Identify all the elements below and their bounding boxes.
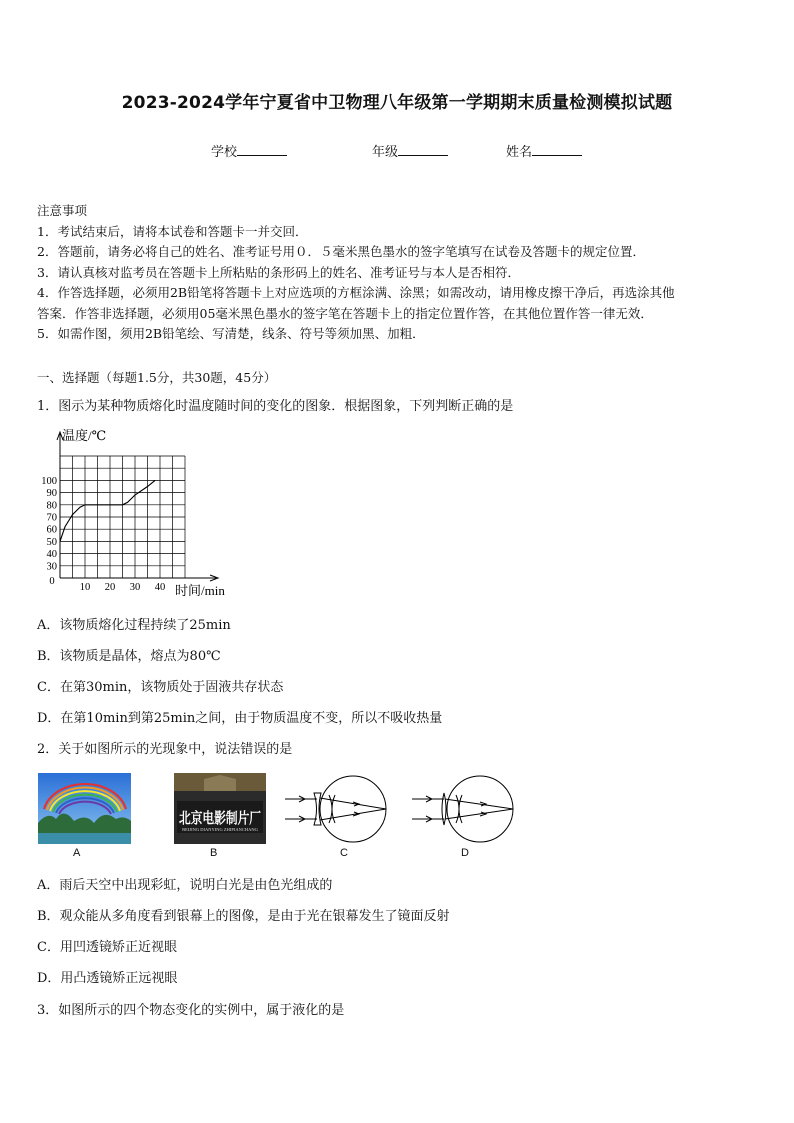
temperature-curve — [60, 480, 155, 541]
q2-option-b[interactable]: B．观众能从多角度看到银幕上的图像，是由于光在银幕发生了镜面反射 — [37, 909, 450, 924]
notice-heading: 注意事项 — [37, 203, 88, 218]
rainbow-image — [38, 773, 131, 844]
question-1-stem: 1．图示为某种物质熔化时温度随时间的变化的图象．根据图象，下列判断正确的是 — [37, 399, 514, 414]
melting-graph — [38, 424, 238, 599]
q1-option-d[interactable]: D．在第10min到第25min之间，由于物质温度不变，所以不吸收热量 — [37, 711, 443, 726]
q2-option-a[interactable]: A．雨后天空中出现彩虹，说明白光是由色光组成的 — [37, 878, 333, 893]
school-blank — [237, 143, 287, 156]
x-tick-label: 0 — [49, 576, 55, 587]
question-3-stem: 3．如图所示的四个物态变化的实例中，属于液化的是 — [37, 1003, 345, 1018]
x-tick-label: 10 — [79, 582, 91, 593]
y-tick-label: 30 — [46, 561, 57, 573]
question-2-stem: 2．关于如图所示的光现象中，说法错误的是 — [37, 742, 293, 757]
notice-item: 5．如需作图，须用2B铅笔绘、写清楚，线条、符号等须加黑、加粗． — [37, 326, 425, 341]
q1-option-c[interactable]: C．在第30min，该物质处于固液共存状态 — [37, 680, 284, 695]
myopia-correction-diagram — [283, 771, 393, 847]
notice-item: 3．请认真核对监考员在答题卡上所粘贴的条形码上的姓名、准考证号与本人是否相符． — [37, 264, 520, 280]
chart-grid — [60, 456, 185, 578]
school-label: 学校 — [211, 145, 238, 160]
q2-option-d[interactable]: D．用凸透镜矫正远视眼 — [37, 971, 178, 986]
figure-label-a: A — [73, 847, 81, 859]
name-label: 姓名 — [506, 145, 533, 160]
notice-section — [37, 201, 675, 345]
hyperopia-correction-diagram — [410, 771, 520, 847]
y-tick-label: 50 — [46, 536, 57, 548]
y-axis-label: 温度/℃ — [62, 428, 107, 443]
y-tick-label: 80 — [46, 500, 57, 512]
x-tick-label: 30 — [129, 582, 141, 593]
name-field — [506, 141, 582, 160]
page-title: 2023-2024学年宁夏省中卫物理八年级第一学期期末质量检测模拟试题 — [121, 93, 673, 113]
grade-blank — [398, 143, 448, 156]
grade-label: 年级 — [372, 145, 399, 160]
figure-label-c: C — [340, 847, 348, 859]
notice-item: 答案．作答非选择题，必须用05毫米黑色墨水的签字笔在答题卡上的指定位置作答，在其他位置作答一律无效． — [37, 305, 653, 321]
x-axis-label: 时间/min — [175, 583, 225, 598]
y-tick-label: 90 — [46, 488, 57, 500]
y-tick-label: 70 — [46, 512, 57, 524]
y-tick-label: 60 — [46, 524, 57, 536]
x-tick-label: 20 — [104, 582, 116, 593]
q2-option-c[interactable]: C．用凹透镜矫正近视眼 — [37, 940, 177, 955]
figure-label-b: B — [210, 847, 218, 859]
sign-subtext: BEIJING DIANYING ZHIPIANCHANG — [182, 827, 258, 832]
y-tick-label: 100 — [41, 475, 57, 487]
sign-text: 北京电影制片厂 — [179, 811, 285, 827]
x-tick-label: 40 — [154, 582, 166, 593]
name-blank — [532, 143, 582, 156]
q1-option-a[interactable]: A．该物质熔化过程持续了25min — [37, 618, 231, 633]
section-heading: 一、选择题（每题1.5分，共30题，45分） — [37, 370, 277, 385]
grade-field — [372, 141, 448, 160]
notice-item: 1．考试结束后，请将本试卷和答题卡一并交回． — [37, 223, 308, 239]
figure-label-d: D — [461, 847, 469, 859]
film-studio-sign-image — [174, 773, 285, 844]
notice-item: 2．答题前，请务必将自己的姓名、准考证号用０．５毫米黑色墨水的签字笔填写在试卷及答题卡的规定位置． — [37, 244, 645, 259]
q1-option-b[interactable]: B．该物质是晶体，熔点为80℃ — [37, 649, 221, 664]
y-tick-label: 40 — [46, 549, 57, 561]
notice-item: 4．作答选择题，必须用2B铅笔将答题卡上对应选项的方框涂满、涂黑；如需改动，请用橡皮擦干净后，再选涂其他 — [37, 285, 675, 300]
school-field — [211, 141, 287, 160]
